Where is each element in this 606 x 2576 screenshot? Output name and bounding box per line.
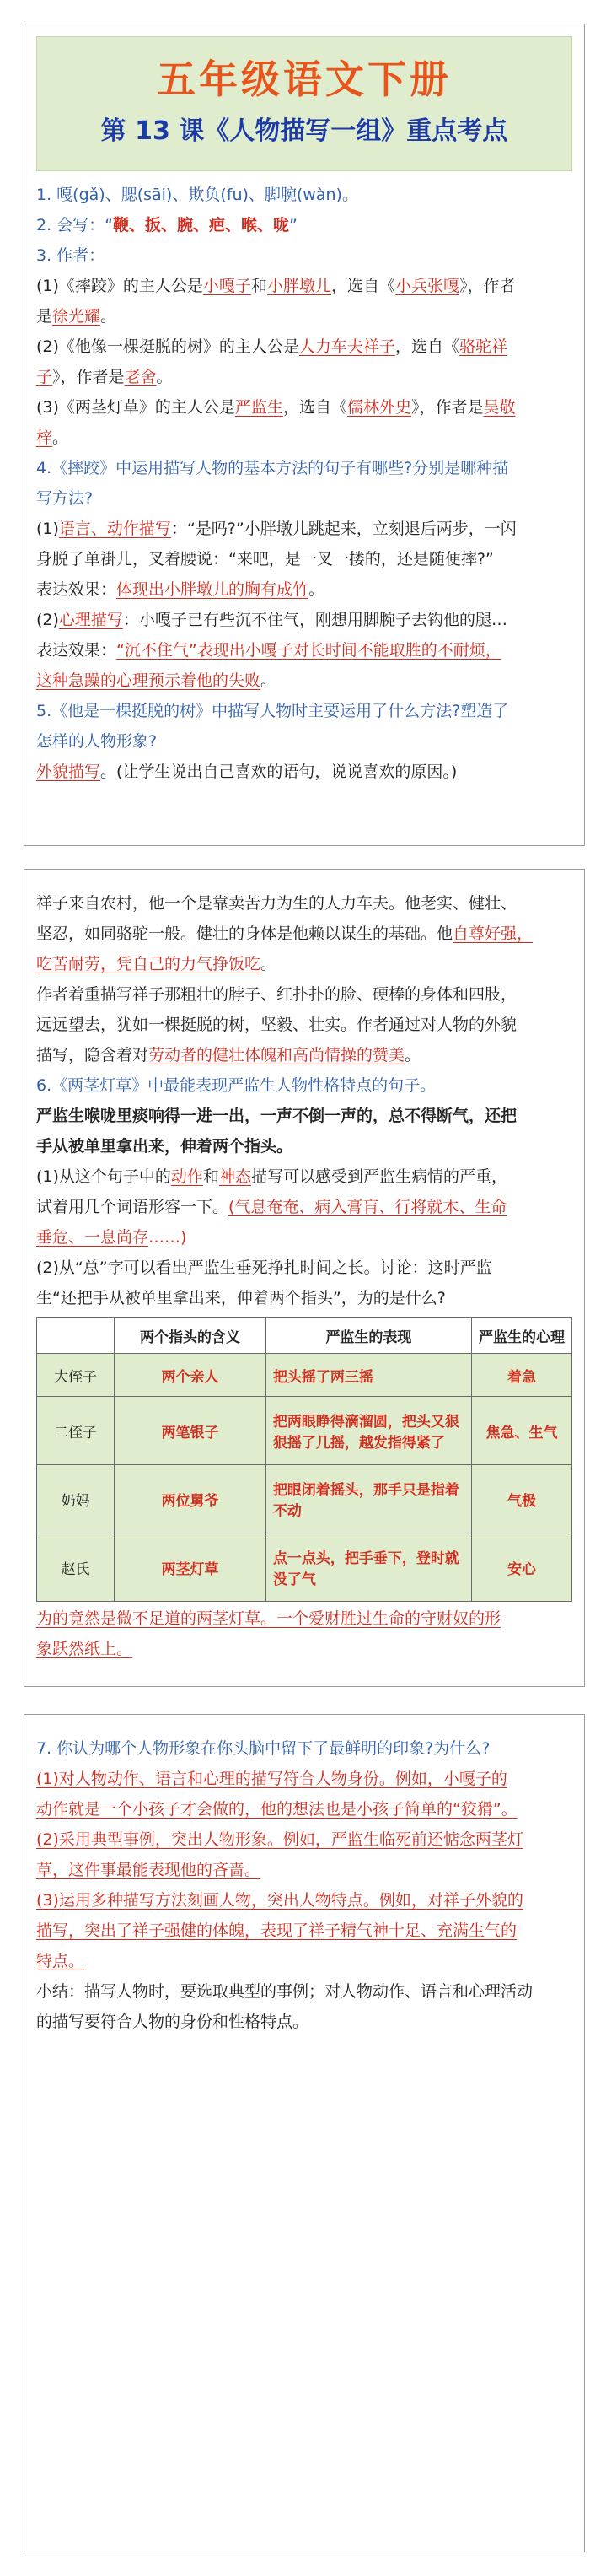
xiangzi-para-4: 作者着重描写祥子那粗壮的脖子、红扑扑的脸、硬棒的身体和四肢， — [36, 985, 518, 1004]
quote-line-1: 严监生喉咙里痰响得一进一出，一声不倒一声的，总不得断气，还把 — [36, 1107, 518, 1125]
answer-5: 外貌描写。(让学生说出自己喜欢的语句，说说喜欢的原因。) — [36, 763, 458, 781]
card-analysis — [24, 869, 585, 1687]
card-impression — [24, 1714, 585, 2552]
question-5b: 怎样的人物形象? — [36, 732, 158, 751]
item-1-pinyin: 1. 嘎(gǎ)、腮(sāi)、欺负(fu)、脚腕(wàn)。 — [36, 186, 358, 204]
table-row: 奶妈 两位舅爷 把眼闭着摇头，那手只是指着不动 气极 — [37, 1465, 572, 1533]
answer-6-2: (2)从“总”字可以看出严监生垂死挣扎时间之长。讨论：这时严监 — [36, 1258, 492, 1277]
answer-7-1b: 动作就是一个小孩子才会做的，他的想法也是小孩子简单的“狡猾”。 — [36, 1800, 518, 1819]
table-row: 二侄子 两笔银子 把两眼睁得滴溜圆，把头又狠狠摇了几摇，越发指得紧了 焦急、生气 — [37, 1397, 572, 1465]
answer-7-3b: 描写，突出了祥子强健的体魄，表现了祥子精气神十足、充满生气的 — [36, 1921, 518, 1940]
effect-1: 表达效果：体现出小胖墩儿的胸有成竹。 — [36, 580, 325, 599]
xiangzi-para-3: 吃苦耐劳，凭自己的力气挣饭吃。 — [36, 955, 277, 973]
xiangzi-para-6: 描写，隐含着对劳动者的健壮体魄和高尚情操的赞美。 — [36, 1046, 421, 1064]
question-7: 7. 你认为哪个人物形象在你头脑中留下了最鲜明的印象?为什么? — [36, 1739, 491, 1758]
lesson-subtitle: 第 13 课《人物描写一组》重点考点 — [100, 116, 508, 146]
summary-b: 的描写要符合人物的身份和性格特点。 — [36, 2013, 309, 2031]
item-2-writing: 2. 会写：“鞭、扳、腕、疤、喉、咙” — [36, 216, 298, 234]
summary: 小结：描写人物时，要选取典型的事例；对人物动作、语言和心理活动 — [36, 1982, 534, 2001]
title-banner — [36, 36, 572, 171]
finger-meaning-table — [36, 1317, 572, 1602]
question-4b: 写方法? — [36, 489, 94, 508]
effect-2: 表达效果：“沉不住气”表现出小嘎子对长时间不能取胜的不耐烦， — [36, 641, 501, 660]
xiangzi-para-2: 坚忍，如同骆驼一般。健壮的身体是他赖以谋生的基础。他自尊好强， — [36, 924, 534, 943]
author-line-2b: 子》，作者是老舍。 — [36, 368, 173, 386]
answer-7-3c: 特点。 — [36, 1952, 85, 1970]
table-row: 赵氏 两茎灯草 点一点头，把手垂下，登时就没了气 安心 — [37, 1533, 572, 1602]
answer-4-1b: 身脱了单褂儿，叉着腰说：“来吧，是一叉一搂的，还是随便摔?” — [36, 550, 494, 569]
question-5: 5.《他是一棵挺脱的树》中描写人物时主要运用了什么方法?塑造了 — [36, 702, 509, 720]
card-key-points — [24, 24, 585, 846]
conclusion-6b: 象跃然纸上。 — [36, 1640, 133, 1658]
author-line-3b: 梓。 — [36, 428, 69, 447]
conclusion-6: 为的竟然是微不足道的两茎灯草。一个爱财胜过生命的守财奴的形 — [36, 1609, 501, 1628]
table-row: 大侄子 两个亲人 把头摇了两三摇 着急 — [37, 1354, 572, 1397]
question-4: 4.《摔跤》中运用描写人物的基本方法的句子有哪些?分别是哪种描 — [36, 459, 509, 477]
xiangzi-para-1: 祥子来自农村，他一个是靠卖苦力为生的人力车夫。他老实、健壮、 — [36, 894, 518, 913]
author-line-1b: 是徐光耀。 — [36, 307, 117, 326]
author-line-3: (3)《两茎灯草》的主人公是严监生，选自《儒林外史》，作者是吴敬 — [36, 398, 516, 417]
item-3-authors: 3. 作者： — [36, 246, 105, 265]
answer-4-2: (2)心理描写：小嘎子已有些沉不住气，刚想用脚腕子去钩他的腿… — [36, 611, 507, 629]
answer-4-1: (1)语言、动作描写：“是吗?”小胖墩儿跳起来，立刻退后两步，一闪 — [36, 520, 517, 538]
answer-7-3: (3)运用多种描写方法刻画人物，突出人物特点。例如，对祥子外貌的 — [36, 1891, 523, 1910]
author-line-2: (2)《他像一棵挺脱的树》的主人公是人力车夫祥子，选自《骆驼祥 — [36, 337, 507, 356]
answer-6-1: (1)从这个句子中的动作和神态描写可以感受到严监生病情的严重， — [36, 1167, 507, 1186]
author-line-1: (1)《摔跤》的主人公是小嘎子和小胖墩儿，选自《小兵张嘎》，作者 — [36, 277, 516, 295]
effect-2b: 这种急躁的心理预示着他的失败。 — [36, 671, 277, 690]
answer-7-2b: 草，这件事最能表现他的吝啬。 — [36, 1861, 261, 1879]
answer-7-2: (2)采用典型事例，突出人物形象。例如，严监生临死前还惦念两茎灯 — [36, 1830, 523, 1849]
answer-6-1c: 垂危、一息尚存……) — [36, 1228, 187, 1247]
page-title: 五年级语文下册 — [157, 57, 452, 102]
table-header: 两个指头的含义 严监生的表现 严监生的心理 — [37, 1318, 572, 1354]
question-6: 6.《两茎灯草》中最能表现严监生人物性格特点的句子。 — [36, 1076, 437, 1095]
answer-7-1: (1)对人物动作、语言和心理的描写符合人物身份。例如，小嘎子的 — [36, 1770, 507, 1788]
answer-6-2b: 生“还把手从被单里拿出来，伸着两个指头”，为的是什么? — [36, 1289, 446, 1307]
xiangzi-para-5: 远远望去，犹如一棵挺脱的树，坚毅、壮实。作者通过对人物的外貌 — [36, 1016, 518, 1034]
quote-line-2: 手从被单里拿出来，伸着两个指头。 — [36, 1137, 293, 1156]
answer-6-1b: 试着用几个词语形容一下。(气息奄奄、病入膏肓、行将就木、生命 — [36, 1198, 507, 1216]
